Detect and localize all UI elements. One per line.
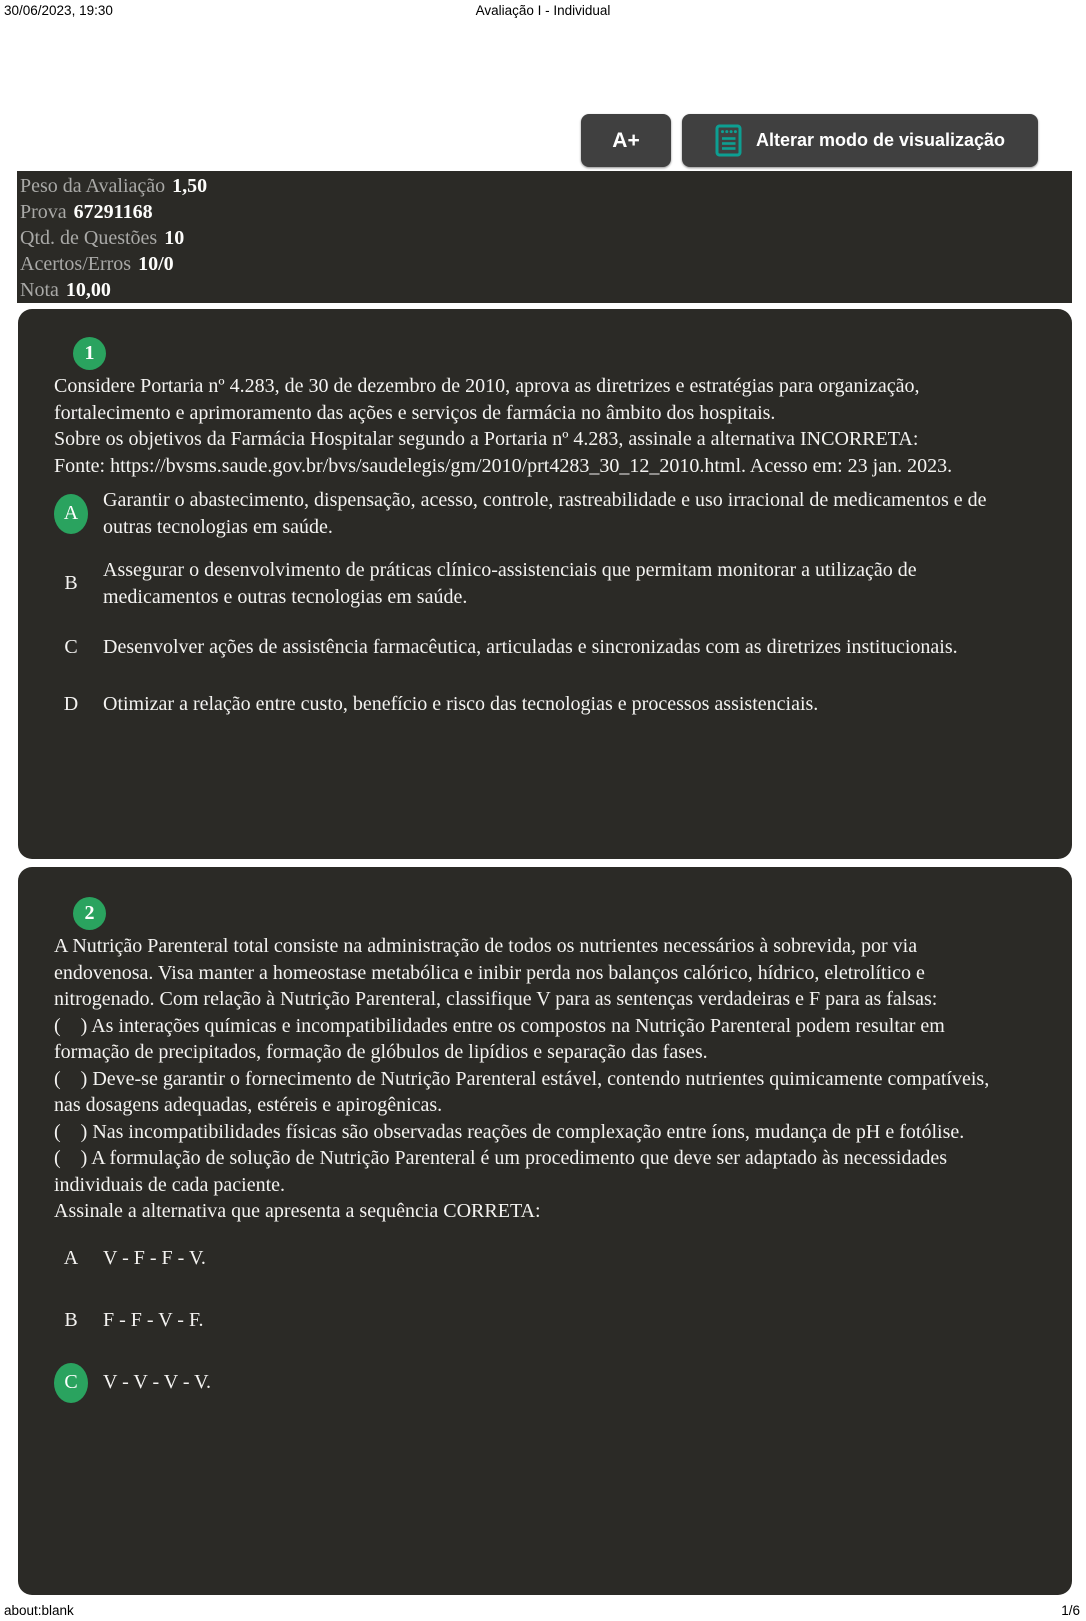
view-mode-label: Alterar modo de visualização: [755, 130, 1006, 150]
question-card-1: [18, 309, 1072, 859]
question-paragraph: A Nutrição Parenteral total consiste na administração de todos os nutrientes necessários à sobrevida, por via endovenosa. Visa manter a homeostase metabólica e inibir perda nos balanços calórico, hídrico, eletrolítico e nitrogenado. Com relação à Nutrição Parenteral, classifique V para as sentenças verdadeiras e F para as falsas:: [54, 935, 938, 1010]
reader-mode-icon: [715, 124, 742, 157]
summary-label: Prova: [20, 201, 67, 223]
option-b[interactable]: [54, 557, 1014, 610]
options-list: [54, 1239, 1014, 1403]
option-text: Otimizar a relação entre custo, benefício e risco das tecnologias e processos assistenciais.: [103, 692, 819, 715]
question-paragraph: ( ) Deve-se garantir o fornecimento de Nutrição Parenteral estável, contendo nutrientes quimicamente compatíveis, nas dosagens adequadas, estéreis e apirogênicas.: [54, 1067, 995, 1116]
option-text: Desenvolver ações de assistência farmacêutica, articuladas e sincronizadas com as diretrizes institucionais.: [103, 635, 958, 658]
summary-label: Qtd. de Questões: [20, 227, 158, 249]
option-a-selected[interactable]: [54, 487, 1014, 540]
question-paragraph: Fonte: https://bvsms.saude.gov.br/bvs/saudelegis/gm/2010/prt4283_30_12_2010.html. Acesso em: 23 jan. 2023.: [54, 454, 953, 477]
print-url: about:blank: [4, 1603, 74, 1618]
option-letter-badge: B: [64, 572, 78, 594]
summary-label: Peso da Avaliação: [20, 175, 166, 197]
option-text: Assegurar o desenvolvimento de práticas clínico-assistenciais que permitam monitorar a utilização de medicamentos e outras tecnologias em saúde.: [103, 559, 917, 608]
summary-row-hits-errors: [20, 251, 1072, 277]
question-paragraph: ( ) Nas incompatibilidades físicas são observadas reações de complexação entre íons, mudança de pH e fotólise.: [54, 1120, 965, 1143]
options-list: [54, 487, 1014, 724]
question-paragraph: Sobre os objetivos da Farmácia Hospitalar segundo a Portaria nº 4.283, assinale a alternativa INCORRETA:: [54, 428, 919, 450]
option-letter-badge: C: [64, 635, 78, 658]
option-letter-badge: D: [63, 692, 79, 715]
print-footer: [4, 1601, 1080, 1618]
summary-value: 1,50: [172, 175, 208, 197]
option-b[interactable]: [54, 1301, 1014, 1341]
view-mode-button[interactable]: [682, 114, 1038, 167]
option-text: V - V - V - V.: [103, 1371, 212, 1394]
summary-label: Acertos/Erros: [20, 253, 132, 275]
assessment-summary: [17, 171, 1072, 303]
question-text: [54, 933, 1014, 1225]
option-c[interactable]: [54, 627, 1014, 667]
question-paragraph: Considere Portaria nº 4.283, de 30 de dezembro de 2010, aprova as diretrizes e estratégias para organização, fortalecimento e aprimoramento das ações e serviços de farmácia no âmbito dos hospitais.: [54, 375, 925, 424]
summary-value: 67291168: [73, 201, 153, 223]
summary-value: 10/0: [138, 253, 174, 275]
summary-value: 10,00: [65, 279, 111, 301]
question-paragraph: Assinale a alternativa que apresenta a sequência CORRETA:: [54, 1200, 541, 1222]
toolbar: [581, 114, 1038, 167]
option-text: V - F - F - V.: [103, 1247, 206, 1270]
question-text: [54, 373, 1014, 479]
option-a[interactable]: [54, 1239, 1014, 1279]
question-paragraph: ( ) A formulação de solução de Nutrição Parenteral é um procedimento que deve ser adaptado às necessidades individuais de cada paciente.: [54, 1147, 952, 1196]
font-increase-button[interactable]: A+: [581, 114, 671, 167]
question-card-2: [18, 867, 1072, 1595]
question-paragraph: ( ) As interações químicas e incompatibilidades entre os compostos na Nutrição Parenteral podem resultar em formação de precipitados, formação de glóbulos de lipídios e separação das fases.: [54, 1014, 950, 1063]
question-number-badge: 1: [73, 337, 106, 370]
summary-label: Nota: [20, 279, 59, 301]
print-datetime: 30/06/2023, 19:30: [4, 3, 113, 18]
option-letter-badge: A: [63, 1247, 79, 1269]
option-c-selected[interactable]: [54, 1363, 1014, 1403]
print-page-number: 1/6: [1061, 1603, 1080, 1618]
summary-row-question-count: [20, 225, 1072, 251]
summary-row-exam: [20, 199, 1072, 225]
option-letter-badge: A: [54, 494, 88, 534]
summary-row-weight: [20, 173, 1072, 199]
summary-value: 10: [164, 227, 185, 249]
summary-row-grade: [20, 277, 1072, 303]
option-letter-badge: C: [54, 1363, 88, 1403]
question-number-badge: 2: [73, 897, 106, 930]
page-title: Avaliação I - Individual: [475, 3, 611, 18]
option-text: F - F - V - F.: [103, 1309, 204, 1332]
option-d[interactable]: [54, 684, 1014, 724]
option-text: Garantir o abastecimento, dispensação, acesso, controle, rastreabilidade e uso irracional de medicamentos e de outras tecnologias em saúde.: [103, 489, 987, 538]
print-header: [0, 3, 1086, 21]
option-letter-badge: B: [64, 1309, 78, 1331]
